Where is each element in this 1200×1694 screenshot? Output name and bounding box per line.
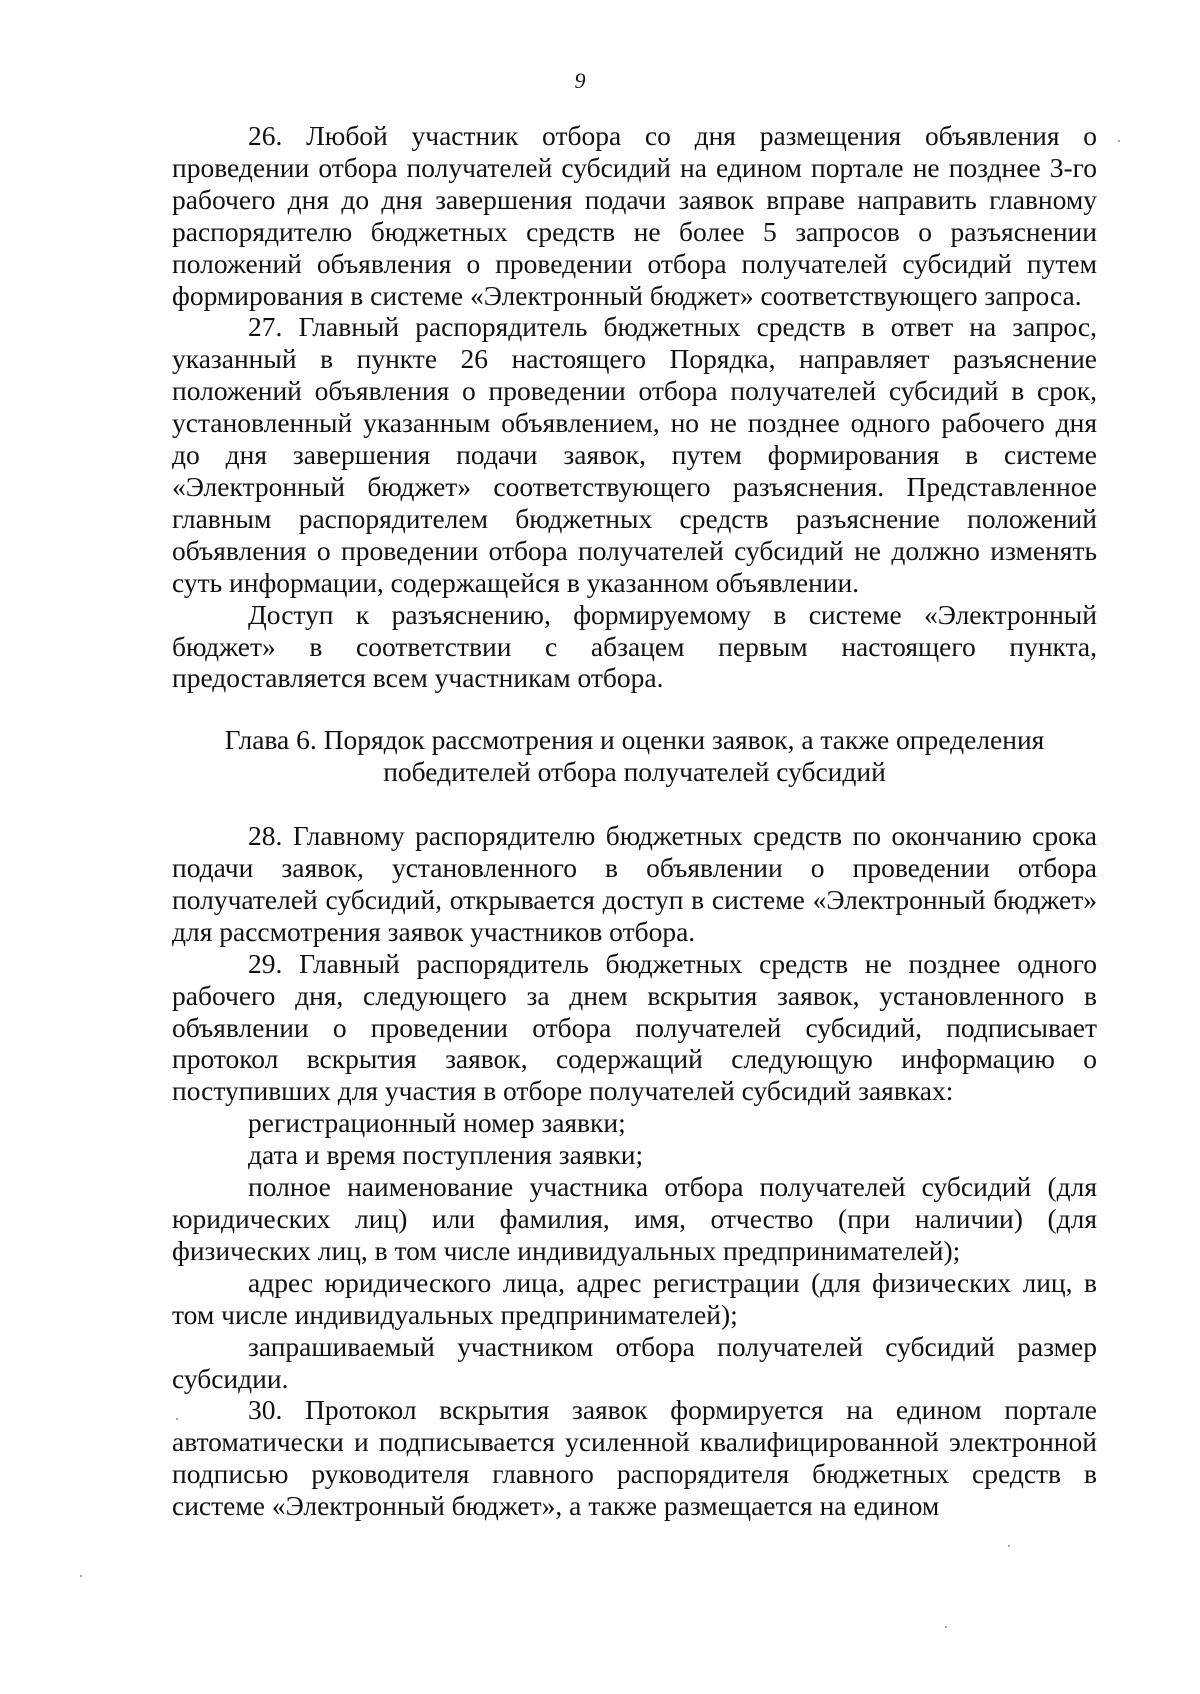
- chapter-heading: [172, 724, 1097, 788]
- scan-speck: [80, 1575, 82, 1577]
- chapter-heading-line-1: Глава 6. Порядок рассмотрения и оценки заявок, а также определения: [224, 724, 1045, 756]
- paragraph-item-29: 29. Главный распорядитель бюджетных средств не позднее одного рабочего дня, следующего за днем вскрытия заявок, установленного в объявлении о проведении отбора получателей субсидий, подписывает протокол вскрытия заявок, содержащий следующую информацию о поступивших для участия в отборе получателей субсидий заявках:: [172, 947, 1097, 1107]
- paragraph-group-before-heading: [172, 120, 1097, 694]
- page-number: 9: [574, 68, 586, 93]
- list-item-date-time: дата и время поступления заявки;: [248, 1139, 644, 1171]
- scan-speck: [945, 1626, 947, 1628]
- scan-speck: [176, 1418, 178, 1420]
- paragraph-item-28: 28. Главному распорядителю бюджетных средств по окончанию срока подачи заявок, установленного в объявлении о проведении отбора получателей субсидий, открывается доступ в системе «Электронный бюджет» для рассмотрения заявок участников отбора.: [172, 820, 1097, 947]
- scan-speck: [1118, 140, 1120, 142]
- paragraph-item-26: 26. Любой участник отбора со дня размещения объявления о проведении отбора получателей субсидий на едином портале не позднее 3-го рабочего дня до дня завершения подачи заявок вправе направить главному распорядителю бюджетных средств не более 5 запросов о разъяснении положений объявления о проведении отбора получателей субсидий путем формирования в системе «Электронный бюджет» соответствующего запроса.: [172, 120, 1097, 311]
- paragraph-item-27: 27. Главный распорядитель бюджетных средств в ответ на запрос, указанный в пункте 26 настоящего Порядка, направляет разъяснение положений объявления о проведении отбора получателей субсидий в срок, установленный указанным объявлением, но не позднее одного рабочего дня до дня завершения подачи заявок, путем формирования в системе «Электронный бюджет» соответствующего разъяснения. Представленное главным распорядителем бюджетных средств разъяснение положений объявления о проведении отбора получателей субсидий не должно изменять суть информации, содержащейся в указанном объявлении.: [172, 311, 1097, 598]
- chapter-heading-line-2: победителей отбора получателей субсидий: [383, 756, 886, 788]
- list-item-address: адрес юридического лица, адрес регистрации (для физических лиц, в том числе индивидуальных предпринимателей);: [172, 1266, 1097, 1330]
- paragraph-group-after-heading: [172, 820, 1097, 1522]
- list-item-full-name: полное наименование участника отбора получателей субсидий (для юридических лиц) или фамилия, имя, отчество (при наличии) (для физических лиц, в том числе индивидуальных предпринимателей);: [172, 1171, 1097, 1266]
- paragraph-access-clarification: Доступ к разъяснению, формируемому в системе «Электронный бюджет» в соответствии с абзацем первым настоящего пункта, предоставляется всем участникам отбора.: [172, 598, 1097, 694]
- list-item-requested-amount: запрашиваемый участником отбора получателей субсидий размер субсидии.: [172, 1330, 1097, 1394]
- paragraph-item-30: 30. Протокол вскрытия заявок формируется на едином портале автоматически и подписывается усиленной квалифицированной электронной подписью руководителя главного распорядителя бюджетных средств в системе «Электронный бюджет», а также размещается на едином: [172, 1394, 1097, 1522]
- scan-speck: [1008, 1545, 1010, 1547]
- document-body: [172, 120, 1097, 1522]
- list-item-registration-number: регистрационный номер заявки;: [248, 1107, 626, 1139]
